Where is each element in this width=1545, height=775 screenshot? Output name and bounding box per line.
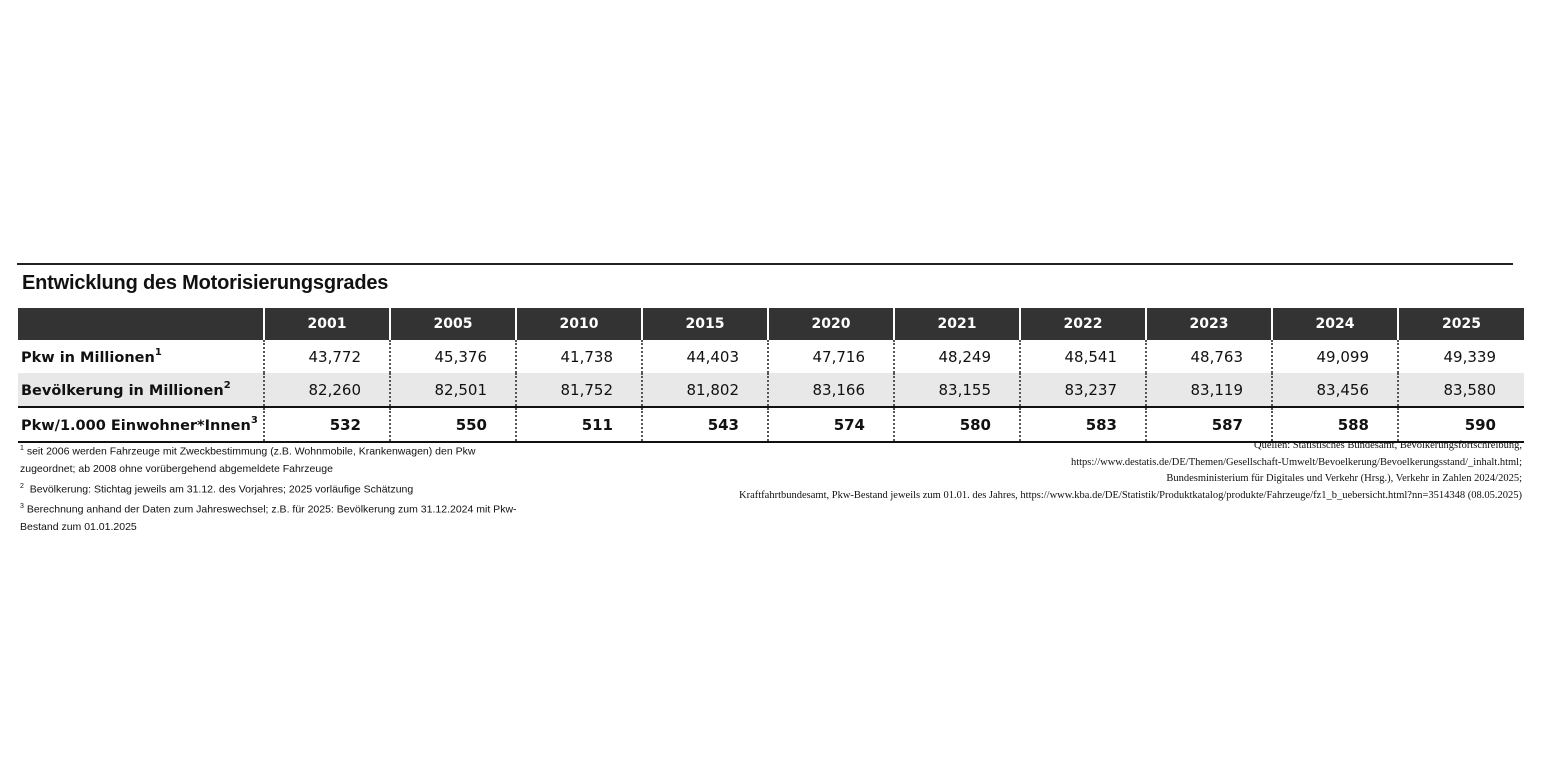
year-header: 2001 (264, 308, 390, 340)
source-line: Kraftfahrtbundesamt, Pkw-Bestand jeweils zum 01.01. des Jahres, https://www.kba.de/DE/Statistik/Produktkatalog/produkte/Fahrzeuge/fz1_b_uebersicht.html?nn=3514348 (08.05.2025) (739, 489, 1522, 501)
footnote-text: Bevölkerung: Stichtag jeweils am 31.12. des Vorjahres; 2025 vorläufige Schätzung (29, 483, 414, 495)
table-cell: 47,716 (768, 340, 894, 373)
year-header: 2020 (768, 308, 894, 340)
table-cell: 49,099 (1272, 340, 1398, 373)
table-cell: 580 (894, 407, 1020, 442)
year-header: 2021 (894, 308, 1020, 340)
table-cell: 83,119 (1146, 373, 1272, 407)
source-line: Quellen: Statistisches Bundesamt, Bevölkerungsfortschreibung, (1254, 440, 1522, 451)
table-cell: 45,376 (390, 340, 516, 373)
header-row (18, 308, 1524, 340)
table-cell: 532 (264, 407, 390, 442)
table-cell: 43,772 (264, 340, 390, 373)
row-label (18, 340, 264, 373)
table-cell: 550 (390, 407, 516, 442)
row-label-text: Pkw/1.000 Einwohner*Innen (21, 417, 251, 434)
table-cell: 41,738 (516, 340, 642, 373)
footnote-text: seit 2006 werden Fahrzeuge mit Zweckbestimmung (z.B. Wohnmobile, Krankenwagen) den Pkw zugeordnet; ab 2008 ohne vorübergehend abgemeldete Fahrzeuge (20, 445, 476, 475)
table-cell: 83,155 (894, 373, 1020, 407)
footnote-item (20, 498, 520, 536)
top-divider (17, 263, 1513, 265)
footnote-item (20, 478, 520, 499)
table-cell: 82,260 (264, 373, 390, 407)
year-header: 2024 (1272, 308, 1398, 340)
year-header: 2022 (1020, 308, 1146, 340)
sources (622, 438, 1522, 504)
footnote-marker: 2 (223, 379, 231, 391)
footnote-marker: 1 (154, 346, 162, 358)
year-header: 2025 (1398, 308, 1524, 340)
table-cell: 81,802 (642, 373, 768, 407)
source-line: Bundesministerium für Digitales und Verkehr (Hrsg.), Verkehr in Zahlen 2024/2025; (1166, 473, 1522, 484)
table-cell: 48,763 (1146, 340, 1272, 373)
source-line: https://www.destatis.de/DE/Themen/Gesellschaft-Umwelt/Bevoelkerung/Bevoelkerungsstand/_inhalt.html; (1070, 456, 1522, 468)
table-cell: 511 (516, 407, 642, 442)
row-label-text: Bevölkerung in Millionen (21, 382, 224, 399)
table-cell: 543 (642, 407, 768, 442)
row-label-text: Pkw in Millionen (21, 349, 155, 366)
footnotes (20, 440, 520, 536)
table-cell: 83,237 (1020, 373, 1146, 407)
row-label (18, 407, 264, 442)
table-cell: 574 (768, 407, 894, 442)
table-cell: 82,501 (390, 373, 516, 407)
table-row-population (18, 373, 1524, 407)
motorization-table (18, 308, 1524, 443)
table-cell: 48,541 (1020, 340, 1146, 373)
year-header: 2023 (1146, 308, 1272, 340)
footnote-marker: 3 (20, 503, 24, 510)
table-cell: 83,580 (1398, 373, 1524, 407)
table-cell: 44,403 (642, 340, 768, 373)
footnote-text: Berechnung anhand der Daten zum Jahreswechsel; z.B. für 2025: Bevölkerung zum 31.12.2024 mit Pkw-Bestand zum 01.01.2025 (20, 503, 517, 533)
year-header: 2010 (516, 308, 642, 340)
year-header: 2015 (642, 308, 768, 340)
footnote-marker: 2 (20, 482, 24, 490)
table-cell: 83,456 (1272, 373, 1398, 407)
footnote-item (20, 440, 520, 478)
table-title: Entwicklung des Motorisierungsgrades (22, 272, 389, 294)
table-cell: 48,249 (894, 340, 1020, 373)
table-cell: 590 (1398, 407, 1524, 442)
footnote-marker: 1 (20, 445, 24, 452)
table-row-rate (18, 407, 1524, 442)
table-row-pkw (18, 340, 1524, 373)
table-cell: 83,166 (768, 373, 894, 407)
footnote-marker: 3 (250, 414, 258, 426)
row-label (18, 373, 264, 407)
year-header: 2005 (390, 308, 516, 340)
table-cell: 583 (1020, 407, 1146, 442)
table-cell: 81,752 (516, 373, 642, 407)
table-cell: 587 (1146, 407, 1272, 442)
table-cell: 588 (1272, 407, 1398, 442)
header-corner (18, 308, 264, 340)
table-cell: 49,339 (1398, 340, 1524, 373)
